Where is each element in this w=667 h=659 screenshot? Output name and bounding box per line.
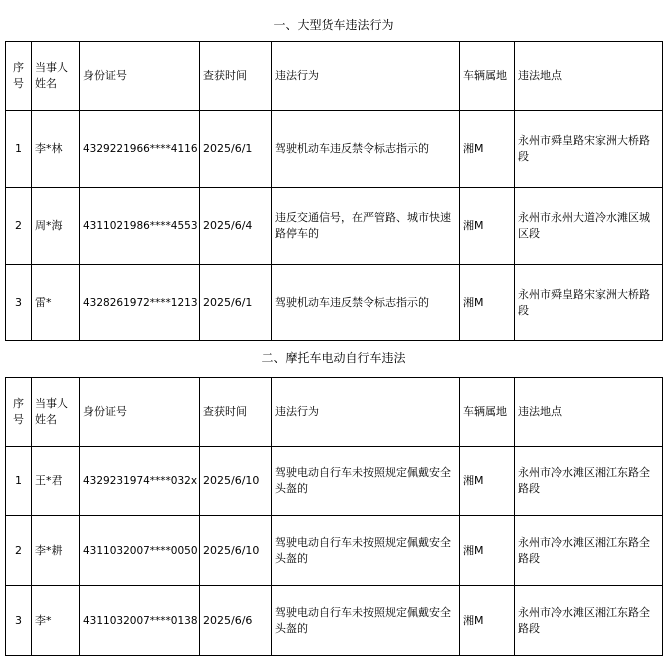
row-index: 2 xyxy=(6,188,32,265)
row-location: 永州市永州大道冷水滩区城区段 xyxy=(515,188,663,265)
row-name: 雷* xyxy=(32,265,80,341)
row-name: 王*君 xyxy=(32,447,80,516)
row-date: 2025/6/10 xyxy=(200,447,272,516)
row-vehicle-origin: 湘M xyxy=(460,516,515,586)
header-name: 当事人姓名 xyxy=(32,42,80,111)
row-index: 1 xyxy=(6,111,32,188)
row-date: 2025/6/1 xyxy=(200,265,272,341)
row-id-number: 4311021986****4553 xyxy=(80,188,200,265)
table-header-row xyxy=(6,42,663,111)
row-vehicle-origin: 湘M xyxy=(460,111,515,188)
row-violation: 驾驶机动车违反禁令标志指示的 xyxy=(272,265,460,341)
row-name: 李*林 xyxy=(32,111,80,188)
row-violation: 驾驶电动自行车未按照规定佩戴安全头盔的 xyxy=(272,586,460,656)
header-location: 违法地点 xyxy=(515,42,663,111)
row-name: 李* xyxy=(32,586,80,656)
header-index: 序号 xyxy=(6,42,32,111)
row-id-number: 4329231974****032x xyxy=(80,447,200,516)
row-location: 永州市冷水滩区湘江东路全路段 xyxy=(515,586,663,656)
truck-violations-table xyxy=(5,41,663,341)
header-name: 当事人姓名 xyxy=(32,378,80,447)
table-row xyxy=(6,516,663,586)
row-location: 永州市冷水滩区湘江东路全路段 xyxy=(515,447,663,516)
table-header-row xyxy=(6,378,663,447)
row-violation: 驾驶机动车违反禁令标志指示的 xyxy=(272,111,460,188)
header-vehicle-origin: 车辆属地 xyxy=(460,42,515,111)
row-name: 李*耕 xyxy=(32,516,80,586)
row-date: 2025/6/6 xyxy=(200,586,272,656)
row-violation: 违反交通信号，在严管路、城市快速路停车的 xyxy=(272,188,460,265)
row-id-number: 4311032007****0138 xyxy=(80,586,200,656)
section2-title: 二、摩托车电动自行车违法 xyxy=(261,351,406,365)
header-date: 查获时间 xyxy=(200,378,272,447)
row-violation: 驾驶电动自行车未按照规定佩戴安全头盔的 xyxy=(272,447,460,516)
row-violation: 驾驶电动自行车未按照规定佩戴安全头盔的 xyxy=(272,516,460,586)
header-vehicle-origin: 车辆属地 xyxy=(460,378,515,447)
header-location: 违法地点 xyxy=(515,378,663,447)
row-index: 1 xyxy=(6,447,32,516)
header-id-number: 身份证号 xyxy=(80,42,200,111)
row-name: 周*海 xyxy=(32,188,80,265)
row-date: 2025/6/4 xyxy=(200,188,272,265)
row-location: 永州市舜皇路宋家洲大桥路段 xyxy=(515,111,663,188)
table-row xyxy=(6,447,663,516)
ebike-violations-table xyxy=(5,377,663,656)
row-vehicle-origin: 湘M xyxy=(460,586,515,656)
row-index: 3 xyxy=(6,265,32,341)
row-vehicle-origin: 湘M xyxy=(460,188,515,265)
header-violation: 违法行为 xyxy=(272,42,460,111)
row-location: 永州市舜皇路宋家洲大桥路段 xyxy=(515,265,663,341)
row-vehicle-origin: 湘M xyxy=(460,265,515,341)
row-id-number: 4328261972****1213 xyxy=(80,265,200,341)
row-date: 2025/6/10 xyxy=(200,516,272,586)
header-id-number: 身份证号 xyxy=(80,378,200,447)
row-vehicle-origin: 湘M xyxy=(460,447,515,516)
row-date: 2025/6/1 xyxy=(200,111,272,188)
row-index: 3 xyxy=(6,586,32,656)
section1-title: 一、大型货车违法行为 xyxy=(273,18,394,32)
row-location: 永州市冷水滩区湘江东路全路段 xyxy=(515,516,663,586)
row-id-number: 4311032007****0050 xyxy=(80,516,200,586)
table-row xyxy=(6,586,663,656)
row-id-number: 4329221966****4116 xyxy=(80,111,200,188)
row-index: 2 xyxy=(6,516,32,586)
header-index: 序号 xyxy=(6,378,32,447)
header-date: 查获时间 xyxy=(200,42,272,111)
table-row xyxy=(6,188,663,265)
table-row xyxy=(6,111,663,188)
header-violation: 违法行为 xyxy=(272,378,460,447)
table-row xyxy=(6,265,663,341)
